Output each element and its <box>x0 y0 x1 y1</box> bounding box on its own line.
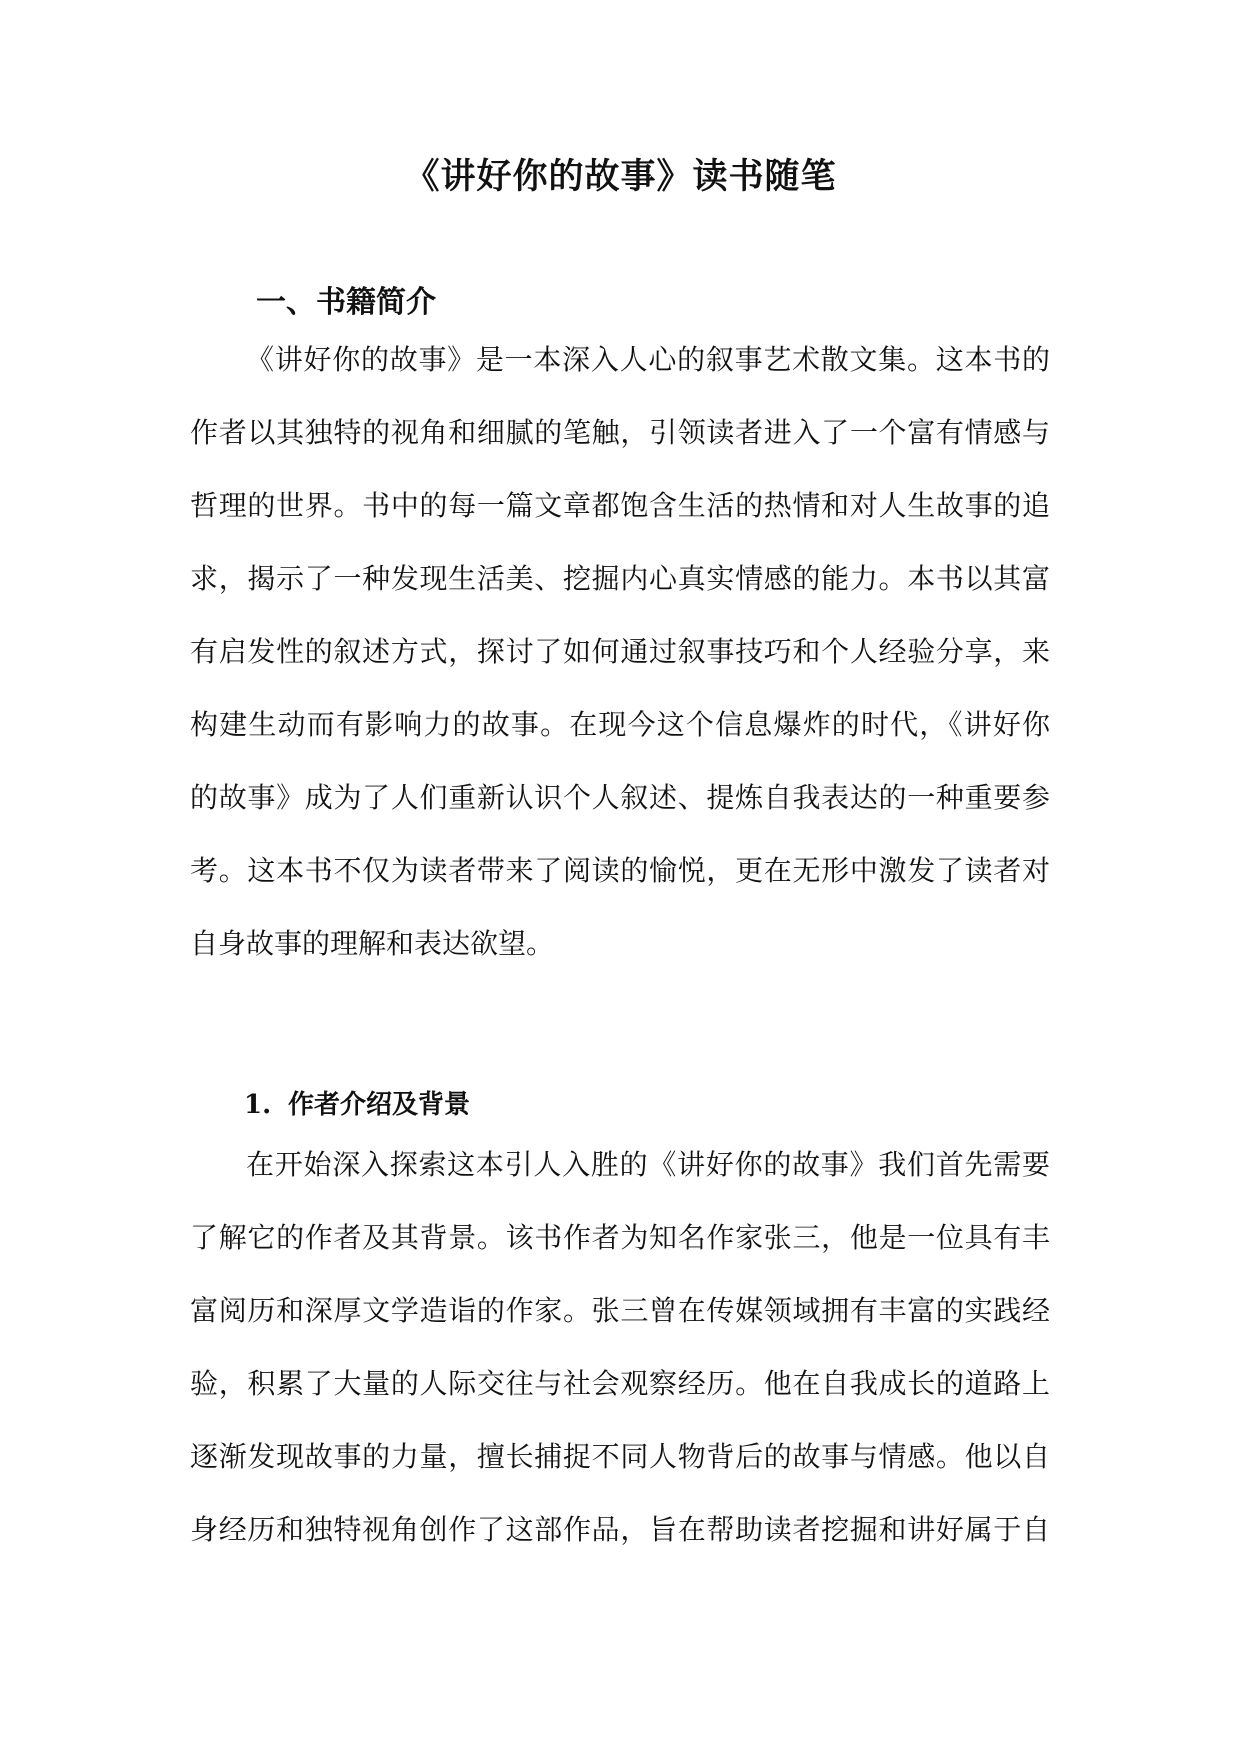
paragraph-line: 验，积累了大量的人际交往与社会观察经历。他在自我成长的道路上 <box>190 1367 1050 1400</box>
section-heading-book-intro: 一、书籍简介 <box>256 285 436 320</box>
subsection-heading-author <box>244 1085 470 1125</box>
paragraph-line: 富阅历和深厚文学造诣的作家。张三曾在传媒领域拥有丰富的实践经 <box>190 1294 1050 1327</box>
paragraph-line: 的故事》成为了人们重新认识个人叙述、提炼自我表达的一种重要参 <box>190 781 1050 814</box>
paragraph-line: 哲理的世界。书中的每一篇文章都饱含生活的热情和对人生故事的追 <box>190 489 1050 522</box>
paragraph-line: 作者以其独特的视角和细腻的笔触，引领读者进入了一个富有情感与 <box>190 416 1050 449</box>
paragraph-line: 构建生动而有影响力的故事。在现今这个信息爆炸的时代，《讲好你 <box>190 708 1050 741</box>
paragraph-line: 逐渐发现故事的力量，擅长捕捉不同人物背后的故事与情感。他以自 <box>190 1440 1050 1473</box>
paragraph-line: 在开始深入探索这本引人入胜的《讲好你的故事》我们首先需要 <box>246 1148 1050 1181</box>
paragraph-line: 自身故事的理解和表达欲望。 <box>190 927 555 960</box>
paragraph-line: 考。这本书不仅为读者带来了阅读的愉悦，更在无形中激发了读者对 <box>190 854 1050 887</box>
paragraph-line: 了解它的作者及其背景。该书作者为知名作家张三，他是一位具有丰 <box>190 1221 1050 1254</box>
paragraph-line: 有启发性的叙述方式，探讨了如何通过叙事技巧和个人经验分享，来 <box>190 635 1050 668</box>
subsection-title: 作者介绍及背景 <box>288 1090 471 1120</box>
paragraph-line: 身经历和独特视角创作了这部作品，旨在帮助读者挖掘和讲好属于自 <box>190 1513 1050 1546</box>
subsection-number: 1. <box>244 1090 272 1120</box>
paragraph-line: 《讲好你的故事》是一本深入人心的叙事艺术散文集。这本书的 <box>246 343 1050 376</box>
document-title: 《讲好你的故事》读书随笔 <box>404 156 837 197</box>
paragraph-book-intro <box>190 323 1050 980</box>
paragraph-author <box>190 1128 1050 1566</box>
paragraph-line: 求，揭示了一种发现生活美、挖掘内心真实情感的能力。本书以其富 <box>190 562 1050 595</box>
